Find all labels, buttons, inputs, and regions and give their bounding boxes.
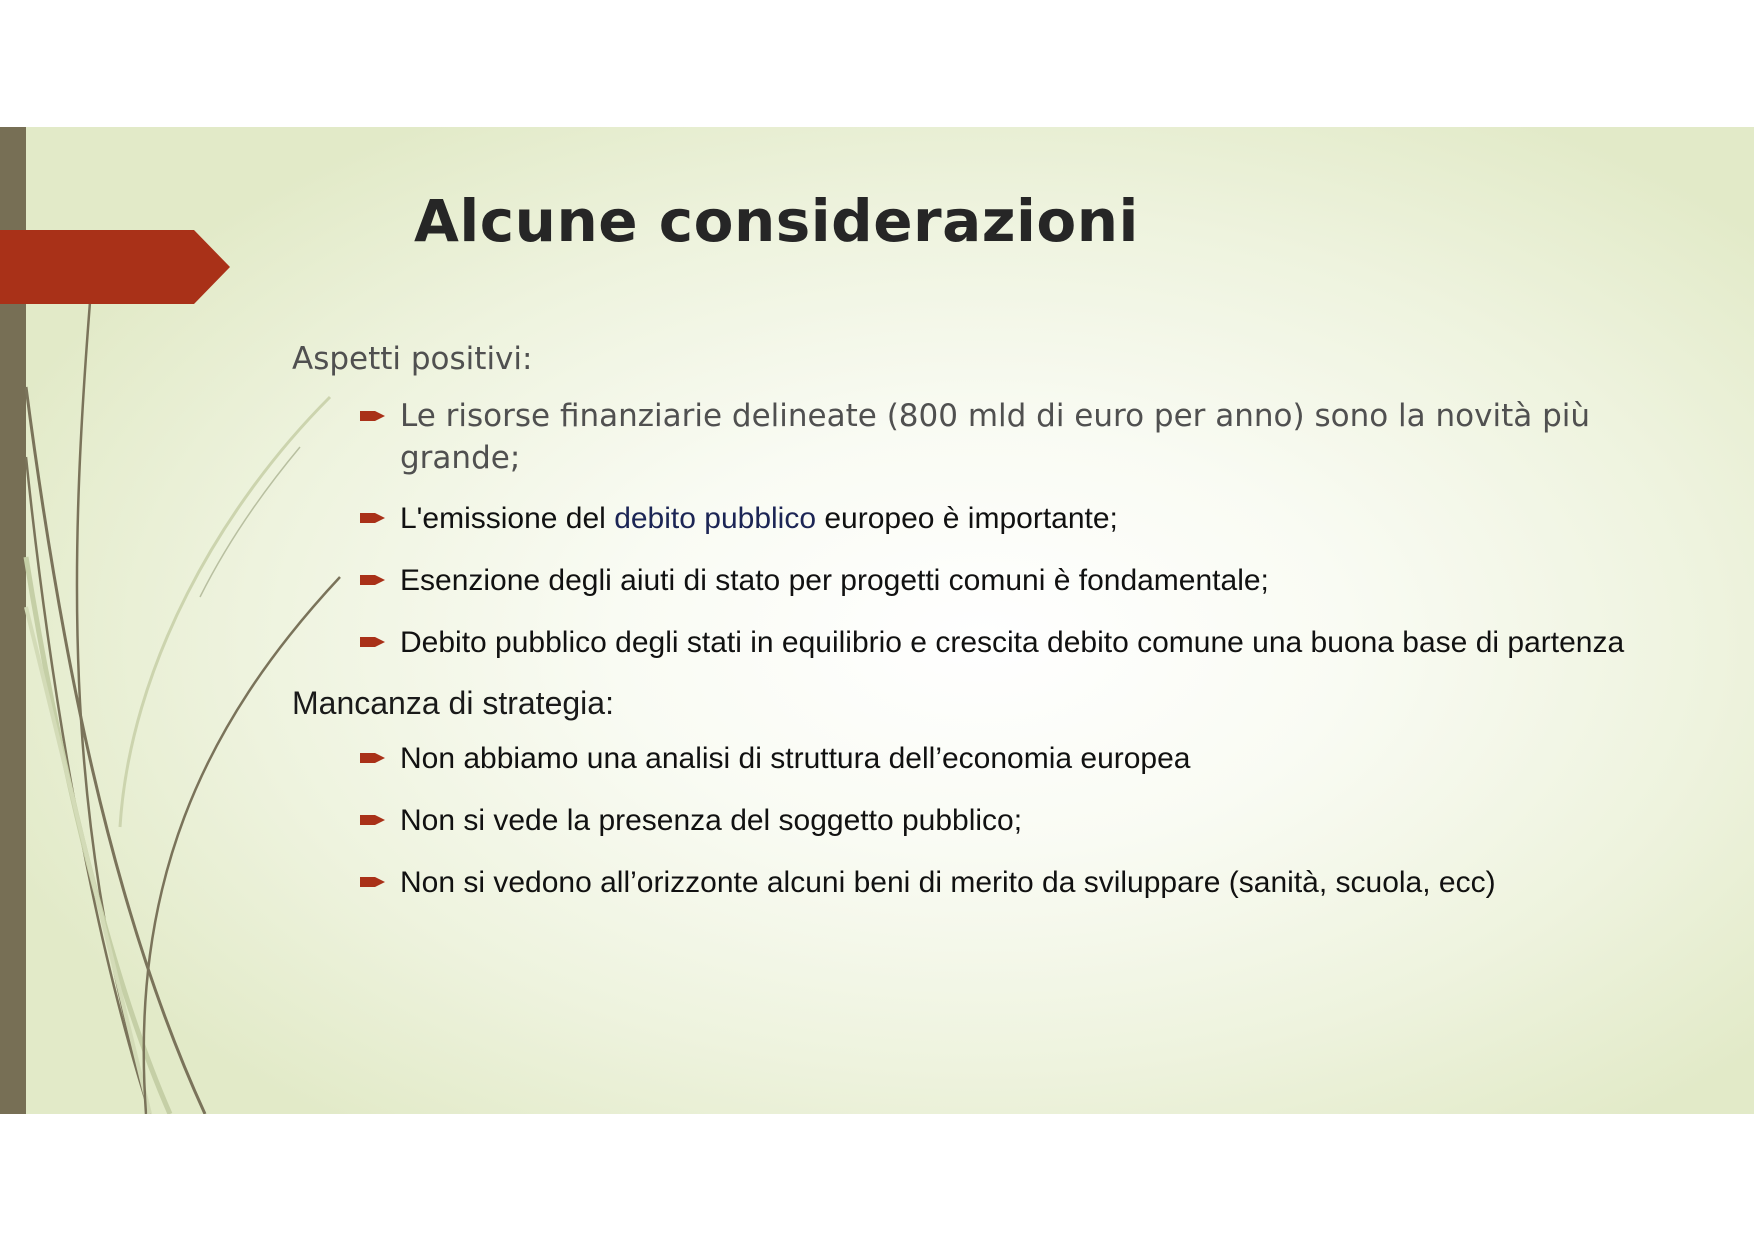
positive-list: [292, 395, 1672, 665]
list-item: [400, 737, 1672, 781]
slide-content: [292, 339, 1672, 923]
list-item-text: Non abbiamo una analisi di struttura dell’economia europea: [400, 742, 1191, 775]
title-accent-arrow: [0, 230, 232, 304]
section-label-strategy: Mancanza di strategia:: [292, 685, 614, 721]
list-item: [400, 799, 1672, 843]
list-item: [400, 559, 1672, 603]
list-item-text: Debito pubblico degli stati in equilibrio e crescita debito comune una buona base di partenza: [400, 626, 1625, 659]
arrow-bullet-icon: [360, 874, 386, 890]
arrow-bullet-icon: [360, 510, 386, 526]
list-item-text: Esenzione degli aiuti di stato per progetti comuni è fondamentale;: [400, 564, 1269, 597]
arrow-bullet-icon: [360, 812, 386, 828]
list-item-text: Non si vedono all’orizzonte alcuni beni di merito da sviluppare (sanità, scuola, ecc): [400, 866, 1496, 899]
list-item-text-before: L'emissione del: [400, 502, 615, 535]
slide-title: Alcune considerazioni: [414, 187, 1139, 255]
list-item: [400, 621, 1672, 665]
arrow-bullet-icon: [360, 572, 386, 588]
list-item-text: Non si vede la presenza del soggetto pubblico;: [400, 804, 1023, 837]
list-item: [400, 497, 1672, 541]
section-label-positive: Aspetti positivi:: [292, 341, 533, 377]
list-item-text-after: europeo è importante;: [816, 502, 1118, 535]
strategy-list: [292, 737, 1672, 905]
list-item: [400, 861, 1672, 905]
arrow-bullet-icon: [360, 750, 386, 766]
highlighted-term: debito pubblico: [614, 502, 817, 535]
arrow-bullet-icon: [360, 408, 386, 424]
list-item-text: Le risorse finanziarie delineate (800 mld di euro per anno) sono la novità più grande;: [400, 398, 1591, 476]
arrow-bullet-icon: [360, 634, 386, 650]
slide: [0, 127, 1754, 1114]
list-item: [400, 395, 1672, 479]
